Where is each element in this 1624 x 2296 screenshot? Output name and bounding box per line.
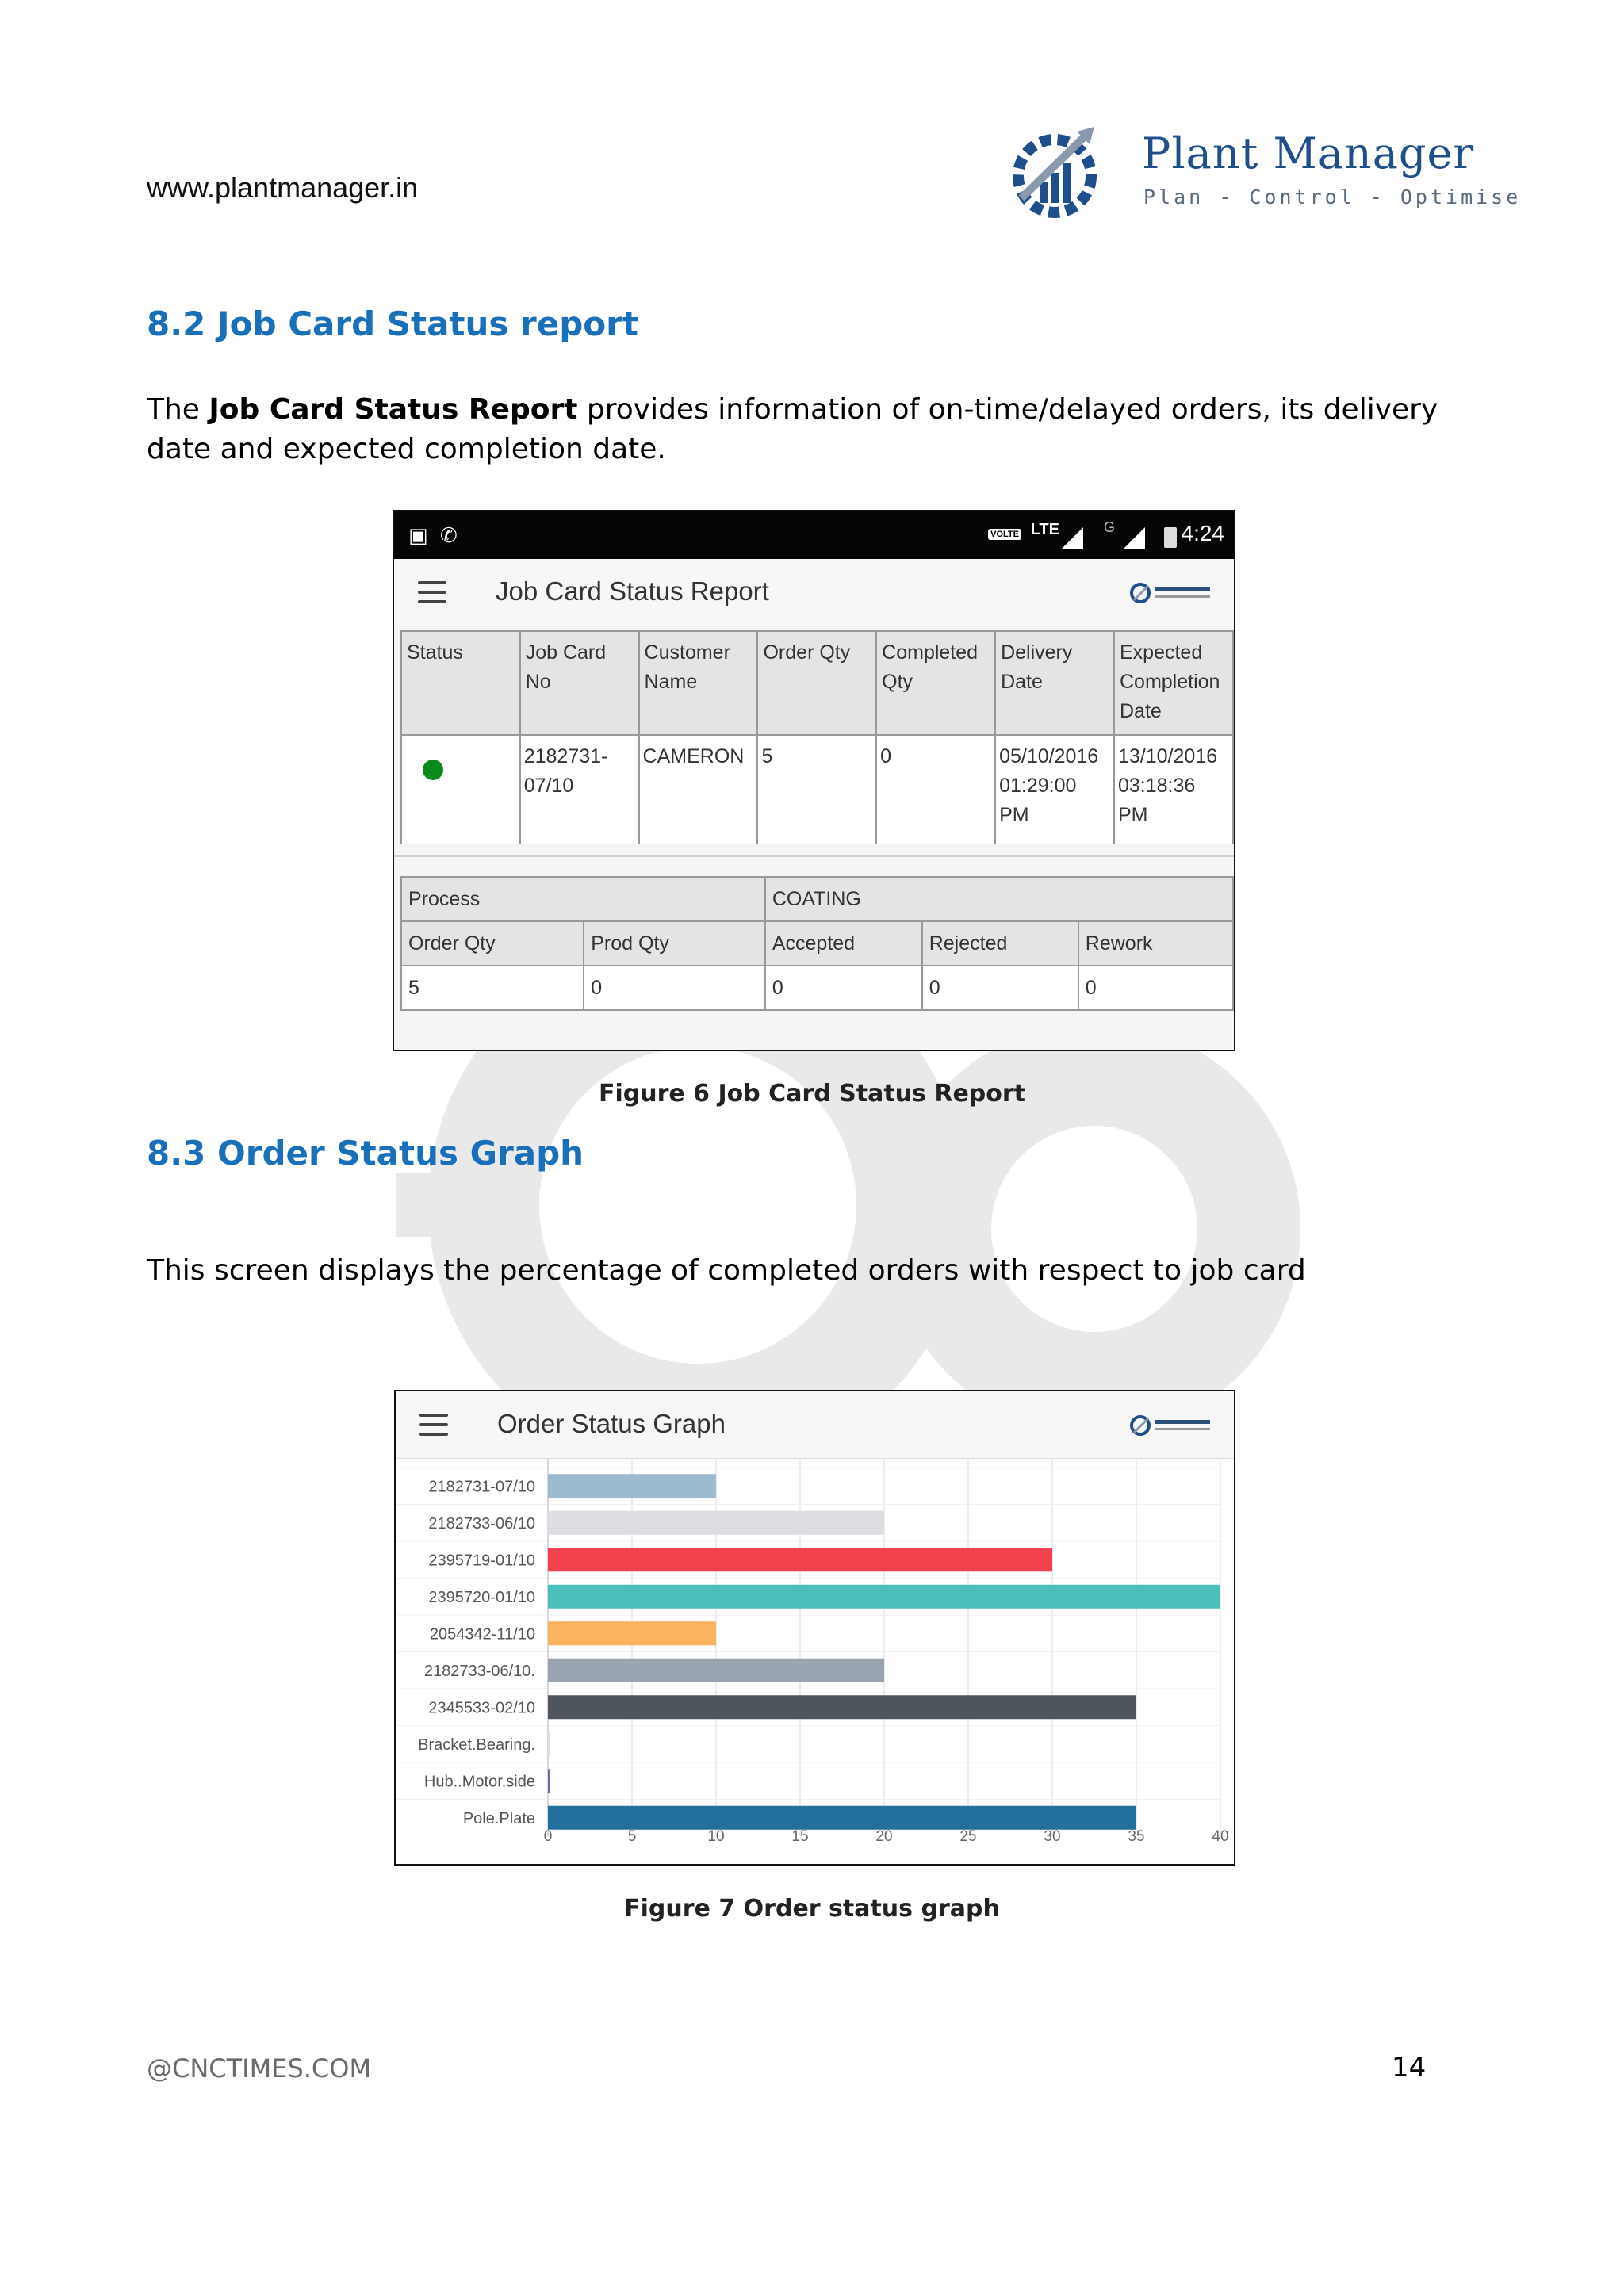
section-paragraph-8-2: The Job Card Status Report provides information of on-time/delayed orders, its delivery date and expected completion date. [147,393,1438,465]
qty-header: Rejected [922,921,1078,966]
brand-tagline: Plan - Control - Optimise [1143,186,1522,209]
bar [548,1474,716,1498]
process-value: COATING [765,877,1233,921]
y-tick-label: 2395719-01/10 [428,1552,535,1570]
battery-icon [1164,527,1177,548]
col-header: Job Card No [520,631,639,735]
expected-completion: 13/10/2016 03:18:36 PM [1114,735,1233,844]
qty-header: Order Qty [401,921,584,966]
col-header: Customer Name [639,631,758,735]
job-card-table [400,630,1234,844]
col-header: Status [401,631,520,735]
y-tick-label: 2182733-06/10. [423,1662,535,1680]
app-title: Job Card Status Report [496,576,769,606]
bar [548,1659,884,1682]
mini-logo-icon [1129,581,1216,605]
x-tick-label: 25 [959,1828,977,1845]
x-tick-label: 0 [543,1828,553,1845]
x-tick-label: 20 [875,1828,893,1845]
x-tick-label: 10 [707,1828,725,1845]
order-qty: 5 [757,735,876,844]
figure-caption-6: Figure 6 Job Card Status Report [598,1080,1026,1108]
process-table [400,876,1234,1011]
bar [548,1585,1220,1609]
y-tick-label: Pole.Plate [462,1809,535,1827]
qty-value: 5 [401,966,584,1010]
app-bar [394,559,1234,626]
app-title: Order Status Graph [497,1409,726,1438]
site-url[interactable]: www.plantmanager.in [147,171,419,204]
x-tick-label: 35 [1128,1828,1145,1845]
table-row[interactable] [401,735,1233,844]
qty-value: 0 [584,966,765,1010]
app-bar [396,1391,1234,1459]
job-card-status-screenshot [393,510,1235,1051]
menu-icon[interactable] [419,1414,448,1436]
volte-badge: VOLTE [988,529,1021,540]
status-indicator [423,760,443,780]
y-tick-label: 2182731-07/10 [428,1478,535,1496]
col-header: Expected Completion Date [1114,631,1233,735]
bold-term: Job Card Status Report [209,393,578,426]
bar [548,1806,1136,1830]
x-tick-label: 40 [1212,1828,1229,1845]
col-header: Completed Qty [876,631,995,735]
section-title-8-3: 8.3 Order Status Graph [147,1134,584,1173]
section-title-8-2: 8.2 Job Card Status report [147,304,638,343]
x-tick-label: 30 [1044,1828,1061,1845]
qty-header: Rework [1078,921,1233,966]
job-card-no: 2182731-07/10 [520,735,639,844]
clock: 4:24 [1181,521,1224,545]
y-tick-label: 2182733-06/10 [428,1514,535,1533]
signal-icon-2 [1123,527,1145,549]
phone-status-bar [394,511,1234,559]
figure-caption-7: Figure 7 Order status graph [624,1895,1000,1923]
qty-value: 0 [765,966,922,1010]
x-tick-label: 5 [627,1828,637,1845]
menu-icon[interactable] [418,581,446,603]
mini-logo-icon [1129,1414,1216,1437]
status-cell [401,735,520,844]
plant-manager-logo-icon [1005,119,1110,224]
image-icon: ▣ [408,524,428,548]
qty-header: Prod Qty [584,921,765,966]
order-status-chart [396,1458,1234,1864]
x-tick-label: 15 [791,1828,809,1845]
qty-header: Accepted [765,921,922,966]
delivery-date: 05/10/2016 01:29:00 PM [995,735,1114,844]
footer-source: @CNCTIMES.COM [147,2053,372,2084]
brand-name: Plant Manager [1142,128,1475,178]
section-paragraph-8-3: This screen displays the percentage of completed orders with respect to job card [147,1254,1306,1287]
y-tick-label: 2345533-02/10 [428,1699,535,1717]
qty-value: 0 [1078,966,1233,1010]
completed-qty: 0 [876,735,995,844]
bar [548,1732,550,1756]
bar [548,1695,1136,1719]
y-tick-label: Hub..Motor.side [423,1773,535,1791]
phone-call-icon: ✆ [440,524,458,548]
col-header: Order Qty [757,631,876,735]
qty-value: 0 [922,966,1078,1010]
customer-name: CAMERON [639,735,758,844]
bar [548,1769,550,1793]
col-header: Delivery Date [995,631,1114,735]
process-label: Process [401,877,765,921]
g-indicator: G [1103,519,1115,535]
divider [394,855,1234,857]
lte-indicator: LTE [1030,521,1059,538]
bar [548,1621,716,1645]
y-tick-label: 2395720-01/10 [428,1588,535,1606]
page-number: 14 [1392,2052,1427,2084]
y-tick-label: Bracket.Bearing. [418,1735,535,1754]
bar [548,1548,1052,1571]
order-status-graph-screenshot [394,1390,1235,1866]
signal-icon [1061,527,1083,549]
bar [548,1511,884,1535]
y-tick-label: 2054342-11/10 [429,1625,535,1644]
